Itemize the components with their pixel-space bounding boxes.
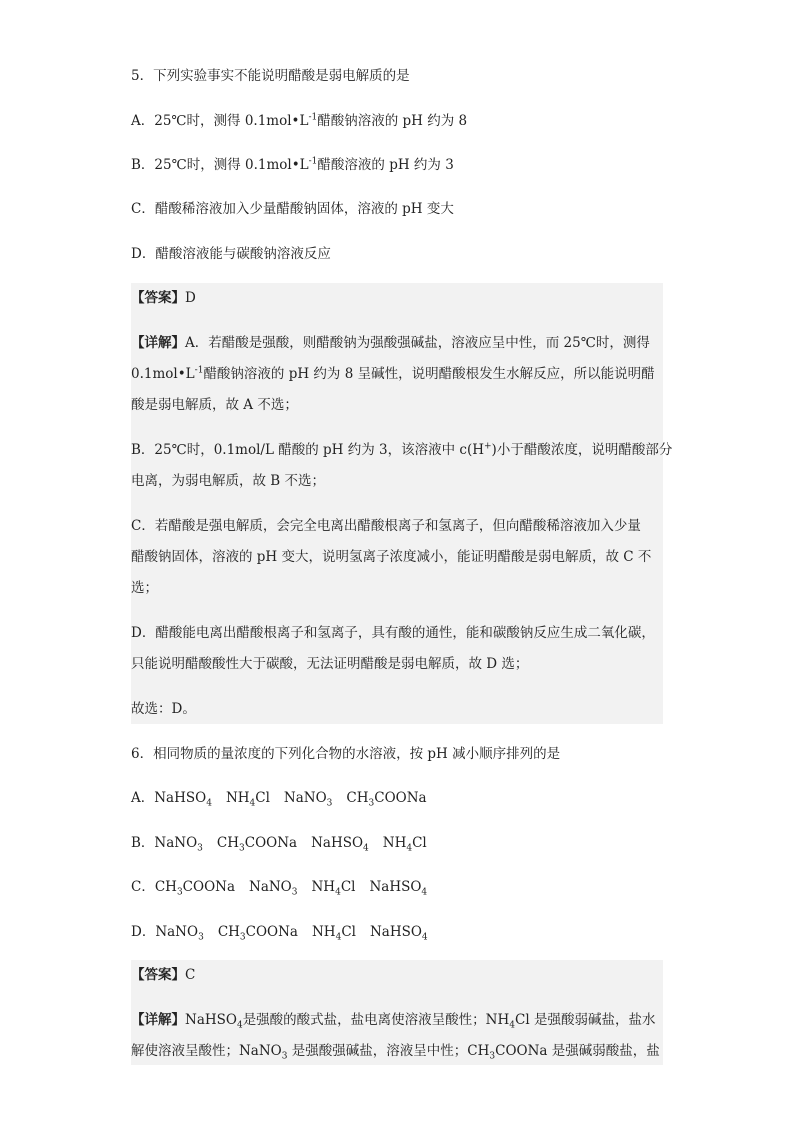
q5-option-d: D．醋酸溶液能与碳酸钠溶液反应 [131, 246, 331, 262]
q6-option-d: D．NaNO$_3$ $CH_3COONa$ $NH_4Cl$ NaHSO$_4$ [131, 924, 428, 943]
q5-detail-line: B．25℃时，0.1mol/L 醋酸的 pH 约为 3，该溶液中 c(H+)小于醋酸浓度，说明醋酸部分 [131, 441, 673, 458]
q6-option-c: C．$CH_3COONa$ NaNO$_3$ $NH_4Cl$ NaHSO$_4$ [131, 879, 428, 898]
q5-detail-line: 选； [131, 580, 158, 596]
q5-detail-line: 醋酸钠固体，溶液的 pH 变大，说明氢离子浓度减小，能证明醋酸是弱电解质，故 C 不 [131, 549, 652, 565]
q5-option-a: A．25℃时，测得 $0.1mol•L^{-1}$醋酸钠溶液的 pH 约为 8 [131, 112, 468, 129]
q6-stem: 6．相同物质的量浓度的下列化合物的水溶液，按 pH 减小顺序排列的是 [131, 746, 561, 762]
q5-detail-line: C．若醋酸是强电解质，会完全电离出醋酸根离子和氢离子，但向醋酸稀溶液加入少量 [131, 518, 641, 534]
q5-conclusion: 故选：D。 [131, 701, 196, 717]
q5-detail-line: 【详解】A．若醋酸是强酸，则醋酸钠为强酸强碱盐，溶液应呈中性，而 25℃时，测得 [131, 335, 650, 351]
q6-option-b: B．NaNO$_3$ $CH_3COONa$ NaHSO$_4$ $NH_4Cl$ [131, 835, 427, 854]
q5-option-c: C．醋酸稀溶液加入少量醋酸钠固体，溶液的 pH 变大 [131, 201, 454, 217]
q6-detail-line: 【详解】NaHSO$_4$是强酸的酸式盐，盐电离使溶液呈酸性；$NH_4Cl$ 是强酸弱碱盐，盐水 [131, 1012, 656, 1031]
q5-answer: 【答案】D [131, 290, 196, 306]
q5-detail-line: D．醋酸能电离出醋酸根离子和氢离子，具有酸的通性，能和碳酸钠反应生成二氧化碳， [131, 625, 655, 641]
q5-detail-line: $0.1mol•L^{-1}$醋酸钠溶液的 pH 约为 8 呈碱性，说明醋酸根发生水解反应，所以能说明醋 [131, 365, 655, 382]
q5-stem: 5．下列实验事实不能说明醋酸是弱电解质的是 [131, 68, 410, 84]
q6-option-a: A．NaHSO$_4$ $NH_4Cl$ NaNO$_3$ $CH_3COONa$ [131, 790, 427, 809]
q6-detail-line: 解使溶液呈酸性；NaNO$_3$ 是强酸强碱盐，溶液呈中性；$CH_3COONa$ 是强碱弱酸盐，盐 [131, 1043, 660, 1062]
q5-detail-line: 电离，为弱电解质，故 B 不选； [131, 473, 326, 489]
q5-detail-line: 酸是弱电解质，故 A 不选； [131, 397, 298, 413]
q5-option-b: B．25℃时，测得 $0.1mol•L^{-1}$醋酸溶液的 pH 约为 3 [131, 156, 454, 173]
q5-detail-line: 只能说明醋酸酸性大于碳酸，无法证明醋酸是弱电解质，故 D 选； [131, 656, 529, 672]
q6-answer: 【答案】C [131, 967, 196, 983]
